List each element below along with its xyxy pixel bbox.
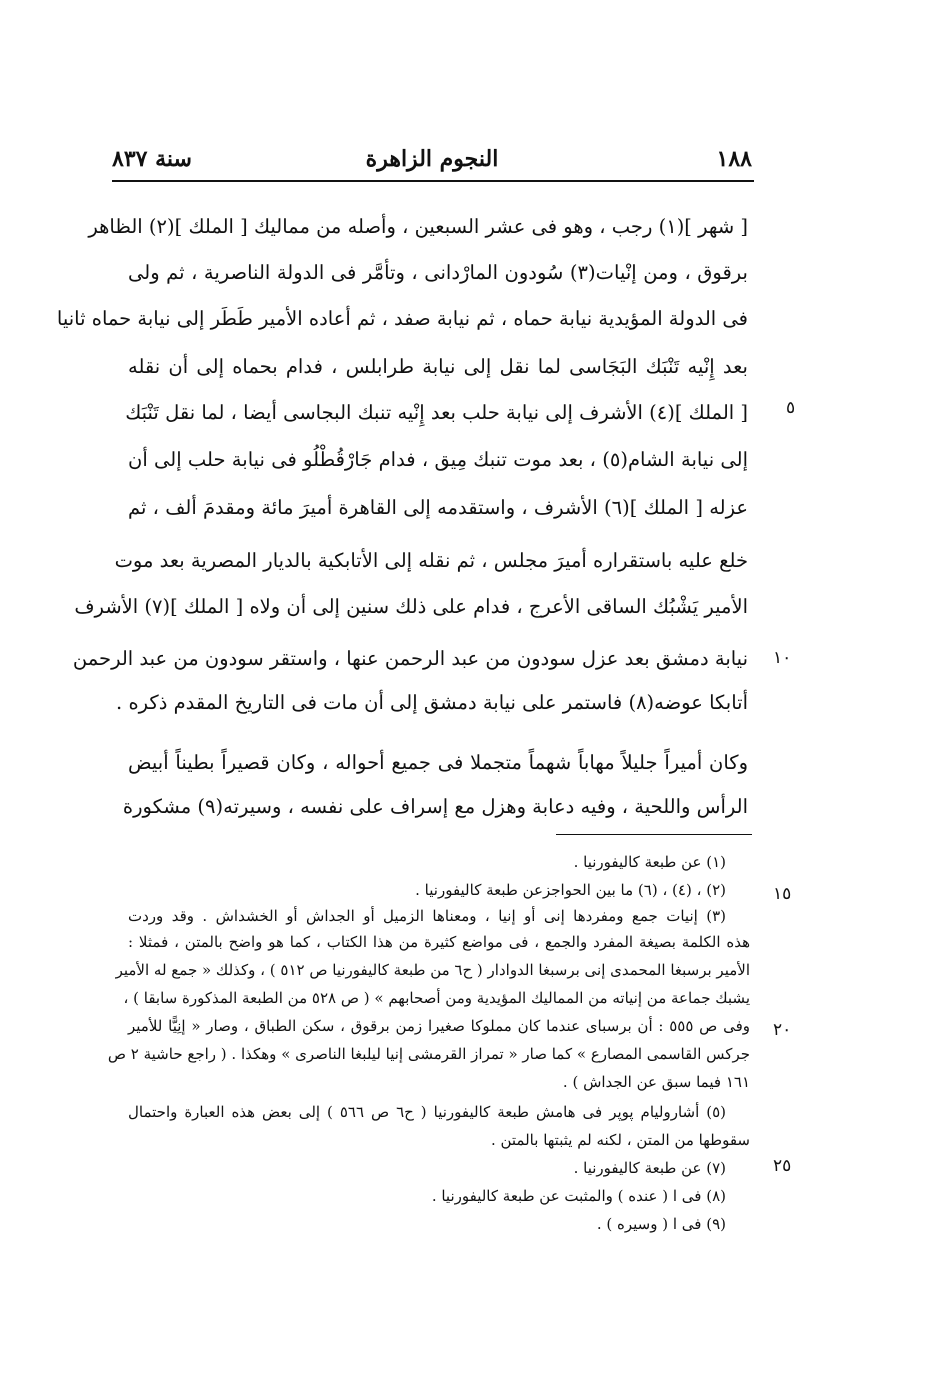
body-line: عزله [ الملك ](٦) الأشرف ، واستقدمه إلى القاهرة أميرَ مائة ومقدمَ ألف ، ثم [128,496,748,519]
footnote-line: (٥) أشارولیام پوپر فى هامش طبعة كاليفورنيا ( ح٦ ص ٥٦٦ ) إلى بعض هذه العبارة واحتمال [128,1103,727,1121]
line-number-marker: ٢٠ [773,1020,792,1040]
body-line: خلع عليه باستقراره أميرَ مجلس ، ثم نقله إلى الأتابكية بالديار المصرية بعد موت [114,549,748,572]
footnote-line: ١٦١ فيما سبق عن الجداش ) . [562,1073,750,1091]
running-year: سنة ٨٣٧ [112,146,192,172]
body-line: [ شهر ](١) رجب ، وهو فى عشر السبعين ، وأصله من مماليك [ الملك ](٢) الظاهر [88,215,748,238]
footnote-line: (٣) إنيات جمع ومفردها إنى أو إنيا ، ومعناها الزميل أو الجداش أو الخشداش . وقد وردت [128,907,726,925]
footnote-line: جركس القاسمى المصارع » كما صار « تمراز القرمشى إنيا ليلبغا الناصرى » وهكذا . ( راجع حاشية ٢ ص [107,1045,750,1063]
line-number-marker: ٥ [786,398,796,418]
line-number-marker: ١٠ [773,648,792,668]
header-rule [112,180,754,182]
body-line: الأمير يَشْبُك الساقى الأعرج ، فدام على ذلك سنين إلى أن ولاه [ الملك ](٧) الأشرف [74,595,748,618]
line-number-marker: ١٥ [773,884,792,904]
footnote-line: سقوطها من المتن ، لكنه لم يثبتها بالمتن . [490,1131,750,1149]
footnote-line: الأمير برسبغا المحمدى إنى برسبغا الدوادار ( ح٦ من طبعة كاليفورنيا ص ٥١٢ ) ، وكذلك « جمع له الأمير [115,961,750,979]
body-line: برقوق ، ومن إنْيات(٣) سُودون المارْدانى ، وتأمَّر فى الدولة الناصرية ، ثم ولى [128,261,748,284]
footnote-line: وفى ص ٥٥٥ : أن برسباى عندما كان مملوكا صغيرا زمن برقوق ، سكن الطباق ، وصار « إنِيًّا للأمير [128,1017,750,1035]
page-header [112,140,752,180]
line-number-marker: ٢٥ [773,1156,792,1176]
body-line: إلى نيابة الشام(٥) ، بعد موت تنبك مِيق ، فدام جَارْقُطْلُو فى نيابة حلب إلى أن [128,448,749,471]
footnote-line: هذه الكلمة بصيغة المفرد والجمع ، فى مواضع كثيرة من هذا الكتاب ، كما هو واضح بالمتن ، فمثلا : [128,933,750,951]
body-line: [ الملك ](٤) الأشرف إلى نيابة حلب بعد إِنْيه تنبك البجاسى أيضا ، لما نقل تَنْبَك [125,401,748,424]
page-number: ١٨٨ [716,146,752,172]
footnote-line: (٧) عن طبعة كاليفورنيا . [573,1159,726,1177]
body-line: بعد إِنْيه تَنْبَك البَجَاسى لما نقل إلى نيابة طرابلس ، فدام بحماه إلى أن نقله [128,355,748,378]
footnote-line: يشبك جماعة من إنياته من المماليك المؤيدية ومن أصحابهم » ( ص ٥٢٨ من الطبعة المذكورة سابقا ) ، [123,989,750,1007]
body-line: نيابة دمشق بعد عزل سودون من عبد الرحمن عنها ، واستقر سودون من عبد الرحمن [72,647,748,670]
footnote-line: (٨) فى ا ( عنده ) والمثبت عن طبعة كاليفورنيا . [431,1187,726,1205]
footnote-line: (١) عن طبعة كاليفورنيا . [573,853,726,871]
footnote-line: (٢) ، (٤) ، (٦) ما بين الحواجزعن طبعة كاليفورنيا . [415,881,726,899]
footnote-line: (٩) فى ا ( وسيره ) . [596,1215,726,1233]
body-line: أتابكا عوضه(٨) فاستمر على نيابة دمشق إلى أن مات فى التاريخ المقدم ذكره . [116,691,748,714]
body-line: وكان أميراً جليلاً مهاباً شهماً متجملا فى جميع أحواله ، وكان قصيراً بطيناً أبيض [128,751,748,774]
body-line: فى الدولة المؤيدية نيابة حماه ، ثم نيابة صفد ، ثم أعاده الأمير طَطَر إلى نيابة حماه ثانيا [56,307,748,330]
running-title: النجوم الزاهرة [365,146,499,172]
footnote-rule [556,834,752,835]
body-line: الرأس واللحية ، وفيه دعابة وهزل مع إسراف على نفسه ، وسيرته(٩) مشكورة [122,795,748,818]
